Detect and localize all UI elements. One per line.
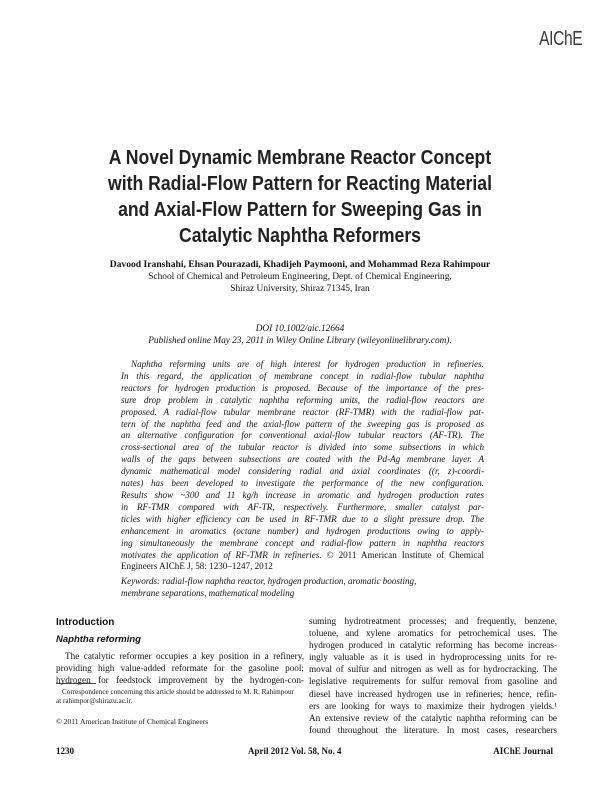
correspondence-footnote (56, 688, 304, 706)
abstract-line (121, 550, 484, 562)
body-line: moval of sulfur and nitrogen as well as for hydrocracking. The (309, 664, 557, 675)
footnote-line: Correspondence concerning this article should be addressed to M. R. Rahimpour (62, 688, 294, 696)
title-line: A Novel Dynamic Membrane Reactor Concept (108, 146, 492, 169)
abstract-line: reactors for hydrogen production is proposed. Because of the importance of the pres- (121, 382, 484, 393)
journal-name: AIChE Journal (493, 746, 553, 756)
abstract-line: Naphtha reforming units are of high interest for hydrogen production in refineries. (131, 359, 484, 369)
body-line: suming hydrotreatment processes; and frequently, benzene, (309, 616, 557, 626)
abstract-line: In this regard, the application of membrane concept in radial-flow tubular naphtha (121, 370, 484, 381)
doi-block (40, 323, 560, 347)
body-line: ingly valuable as it is used in hydroprocessing units for re- (309, 652, 557, 663)
title-line: with Radial-Flow Pattern for Reacting Material (107, 172, 492, 195)
section-heading-introduction: Introduction (56, 617, 115, 628)
keywords (121, 576, 484, 600)
abstract-line: walls of the gaps between subsections are coated with the Pd-Ag membrane layer. A (121, 454, 484, 465)
abstract-line: nates) has been developed to investigate the performance of the new configuration. (121, 478, 484, 489)
body-line: diesel have increased hydrogen use in refineries; hence, refin- (309, 688, 557, 699)
left-column (56, 617, 304, 686)
affiliation-line: Shiraz University, Shiraz 71345, Iran (230, 284, 370, 294)
title-line: Catalytic Naphtha Reformers (178, 224, 421, 247)
abstract-citation: Engineers AIChE J, 58: 1230–1247, 2012 (121, 561, 273, 572)
body-line: The catalytic reformer occupies a key position in a refinery, (65, 651, 304, 662)
copyright-notice: © 2011 American Institute of Chemical Engineers (56, 717, 209, 726)
abstract-line: proposed. A radial-flow tubular membrane reactor (RF-TMR) with the radial-flow pat- (121, 406, 484, 417)
body-line: An extensive review of the catalytic naphtha reforming can be (309, 712, 557, 723)
subsection-heading-naphtha-reforming: Naphtha reforming (56, 634, 141, 646)
abstract-line: tern of the naphtha feed and the axial-flow pattern of the sweeping gas is proposed as (121, 418, 484, 429)
footnote-divider (56, 683, 96, 684)
abstract-line: ticles with higher efficiency can be used in RF-TMR due to a slight pressure drop. The (121, 513, 484, 524)
keywords-line: Keywords: radial-flow naphtha reactor, hydrogen production, aromatic boosting, (121, 576, 417, 586)
abstract-line: sure drop problem in catalytic naphtha reforming units, the radial-flow reactors are (121, 394, 484, 405)
body-line: found throughout the literature. In most cases, researchers (309, 724, 557, 735)
body-line: legislative requirements for sulfur removal from gasoline and (309, 676, 557, 687)
keywords-line: membrane separations, mathematical modeling (121, 587, 295, 598)
abstract-line: Results show ~300 and 11 kg/h increase in aromatic and hydrogen production rates (121, 489, 484, 500)
abstract (121, 359, 484, 573)
abstract-line: enhancement in aromatics (octane number) and hydrogen productions owing to apply- (121, 525, 484, 536)
article-title (40, 145, 560, 249)
footnote-line: at rahimpor@shirazu.ac.ir. (56, 697, 133, 705)
abstract-copyright: © 2011 American Institute of Chemical (326, 549, 484, 560)
body-line: hydrogen for feedstock improvement by the hydrogen-con- (56, 675, 304, 686)
abstract-line: ing simultaneously the membrane concept and radial-flow pattern in naphtha reactors (121, 537, 484, 548)
right-column (309, 615, 557, 736)
body-line: ers are looking for ways to maximize their hydrogen yields.¹ (309, 700, 557, 711)
body-line: toluene, and xylene aromatics for petrochemical uses. The (309, 628, 557, 639)
abstract-line: cross-sectional area of the tubular reactor is divided into some subsections in which (121, 442, 484, 453)
title-line: and Axial-Flow Pattern for Sweeping Gas in (118, 198, 482, 221)
abstract-line: an alternative configuration for conventional axial-flow tubular reactors (AF-TR). The (121, 430, 484, 441)
abstract-line: in RF-TMR compared with AF-TR, respectively. Furthermore, smaller catalyst par- (121, 501, 484, 512)
published-online: Published online May 23, 2011 in Wiley Online Library (wileyonlinelibrary.com). (148, 336, 452, 346)
body-line: hydrogen produced in catalytic reforming has become increas- (309, 640, 557, 651)
affiliation-line: School of Chemical and Petroleum Engineering, Dept. of Chemical Engineering, (148, 272, 452, 282)
abstract-line: dynamic mathematical model considering radial and axial coordinates ((r, z)-coordi- (121, 466, 484, 477)
body-line: providing high value-added reformate for the gasoline pool; (56, 663, 304, 674)
page-number: 1230 (56, 746, 74, 756)
doi: DOI 10.1002/aic.12664 (255, 324, 345, 334)
issue-info: April 2012 Vol. 58, No. 4 (248, 746, 342, 756)
abstract-line-text: motivates the application of RF-TMR in refineries. (121, 549, 322, 560)
author-list: Davood Iranshahi, Ehsan Pourazadi, Khadijeh Paymooni, and Mohammad Reza Rahimpour (109, 259, 491, 270)
journal-logo: AIChE (538, 28, 582, 50)
